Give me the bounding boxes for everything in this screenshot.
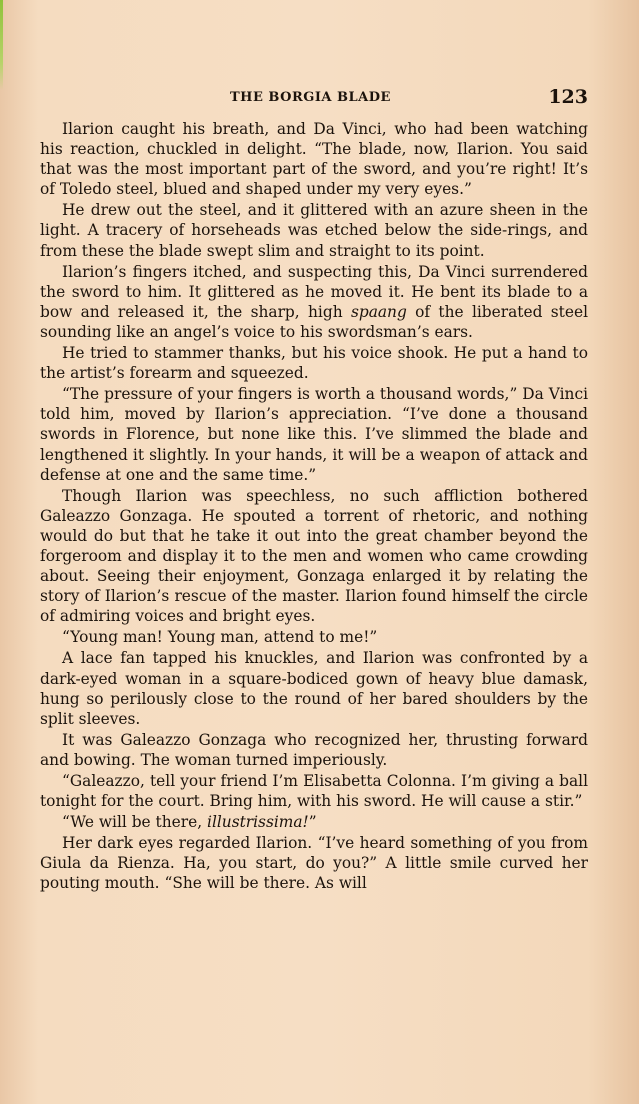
text-run: “We will be there,	[62, 813, 208, 832]
page-header	[40, 88, 588, 112]
paragraph	[40, 200, 588, 260]
paragraph	[40, 648, 588, 728]
paragraph	[40, 262, 588, 342]
text-run: “Galeazzo, tell your friend I’m Elisabetta Colonna. I’m giving a ball tonight for the court. Bring him, with his sword. He will cause a stir.”	[40, 772, 588, 811]
text-run: Ilarion caught his breath, and Da Vinci, who had been watching his reaction, chuckled in delight. “The blade, now, Ilarion. You said that was the most important part of the sword, and you’re right! It’s of Toledo steel, blued and shaped under my very eyes.”	[40, 120, 588, 199]
paragraph	[40, 119, 588, 199]
running-title: THE BORGIA BLADE	[230, 90, 391, 105]
italic-text: spaang	[350, 302, 407, 321]
body-text	[40, 119, 588, 894]
paragraph	[40, 730, 588, 770]
paragraph	[40, 812, 588, 832]
text-run: “Young man! Young man, attend to me!”	[62, 628, 378, 647]
text-run: Her dark eyes regarded Ilarion. “I’ve heard something of you from Giula da Rienza. Ha, you start, do you?” A little smile curved her pouting mouth. “She will be there. As will	[40, 834, 588, 893]
paragraph	[40, 627, 588, 647]
text-run: He tried to stammer thanks, but his voice shook. He put a hand to the artist’s forearm and squeezed.	[40, 344, 588, 383]
paragraph	[40, 343, 588, 383]
italic-text: illustrissima!	[207, 813, 309, 832]
paragraph	[40, 384, 588, 484]
text-run: “The pressure of your fingers is worth a thousand words,” Da Vinci told him, moved by Ilarion’s appreciation. “I’ve done a thousand swords in Florence, but none like this. I’ve slimmed the blade and lengthened it slightly. In your hands, it will be a weapon of attack and defense at one and the same time.”	[40, 385, 588, 484]
text-run: Ilarion’s fingers itched, and suspecting this, Da Vinci surrendered the sword to him. It glittered as he moved it. He bent its blade to a bow and released it, the sharp, high	[40, 262, 588, 321]
text-run: A lace fan tapped his knuckles, and Ilarion was confronted by a dark-eyed woman in a square-bodiced gown of heavy blue damask, hung so perilously close to the round of her bared shoulders by the split sleeves.	[40, 649, 588, 728]
paragraph	[40, 486, 588, 627]
text-run: He drew out the steel, and it glittered with an azure sheen in the light. A tracery of horseheads was etched below the side-rings, and from these the blade swept slim and straight to its point.	[40, 201, 588, 260]
text-run: of the liberated steel sounding like an angel’s voice to his swordsman’s ears.	[40, 302, 588, 341]
paragraph	[40, 833, 588, 893]
text-run: Though Ilarion was speechless, no such affliction bothered Galeazzo Gonzaga. He spouted a torrent of rhetoric, and nothing would do but that he take it out into the great chamber beyond the forgeroom and display it to the men and women who came crowding about. Seeing their enjoyment, Gonzaga enlarged it by relating the story of Ilarion’s rescue of the master. Ilarion found himself the circle of admiring voices and bright eyes.	[40, 486, 588, 626]
paragraph	[40, 771, 588, 811]
page-edge-tint	[0, 0, 3, 90]
page-number: 123	[548, 86, 588, 108]
text-run: ”	[308, 813, 317, 832]
text-run: It was Galeazzo Gonzaga who recognized her, thrusting forward and bowing. The woman turned imperiously.	[40, 730, 588, 769]
